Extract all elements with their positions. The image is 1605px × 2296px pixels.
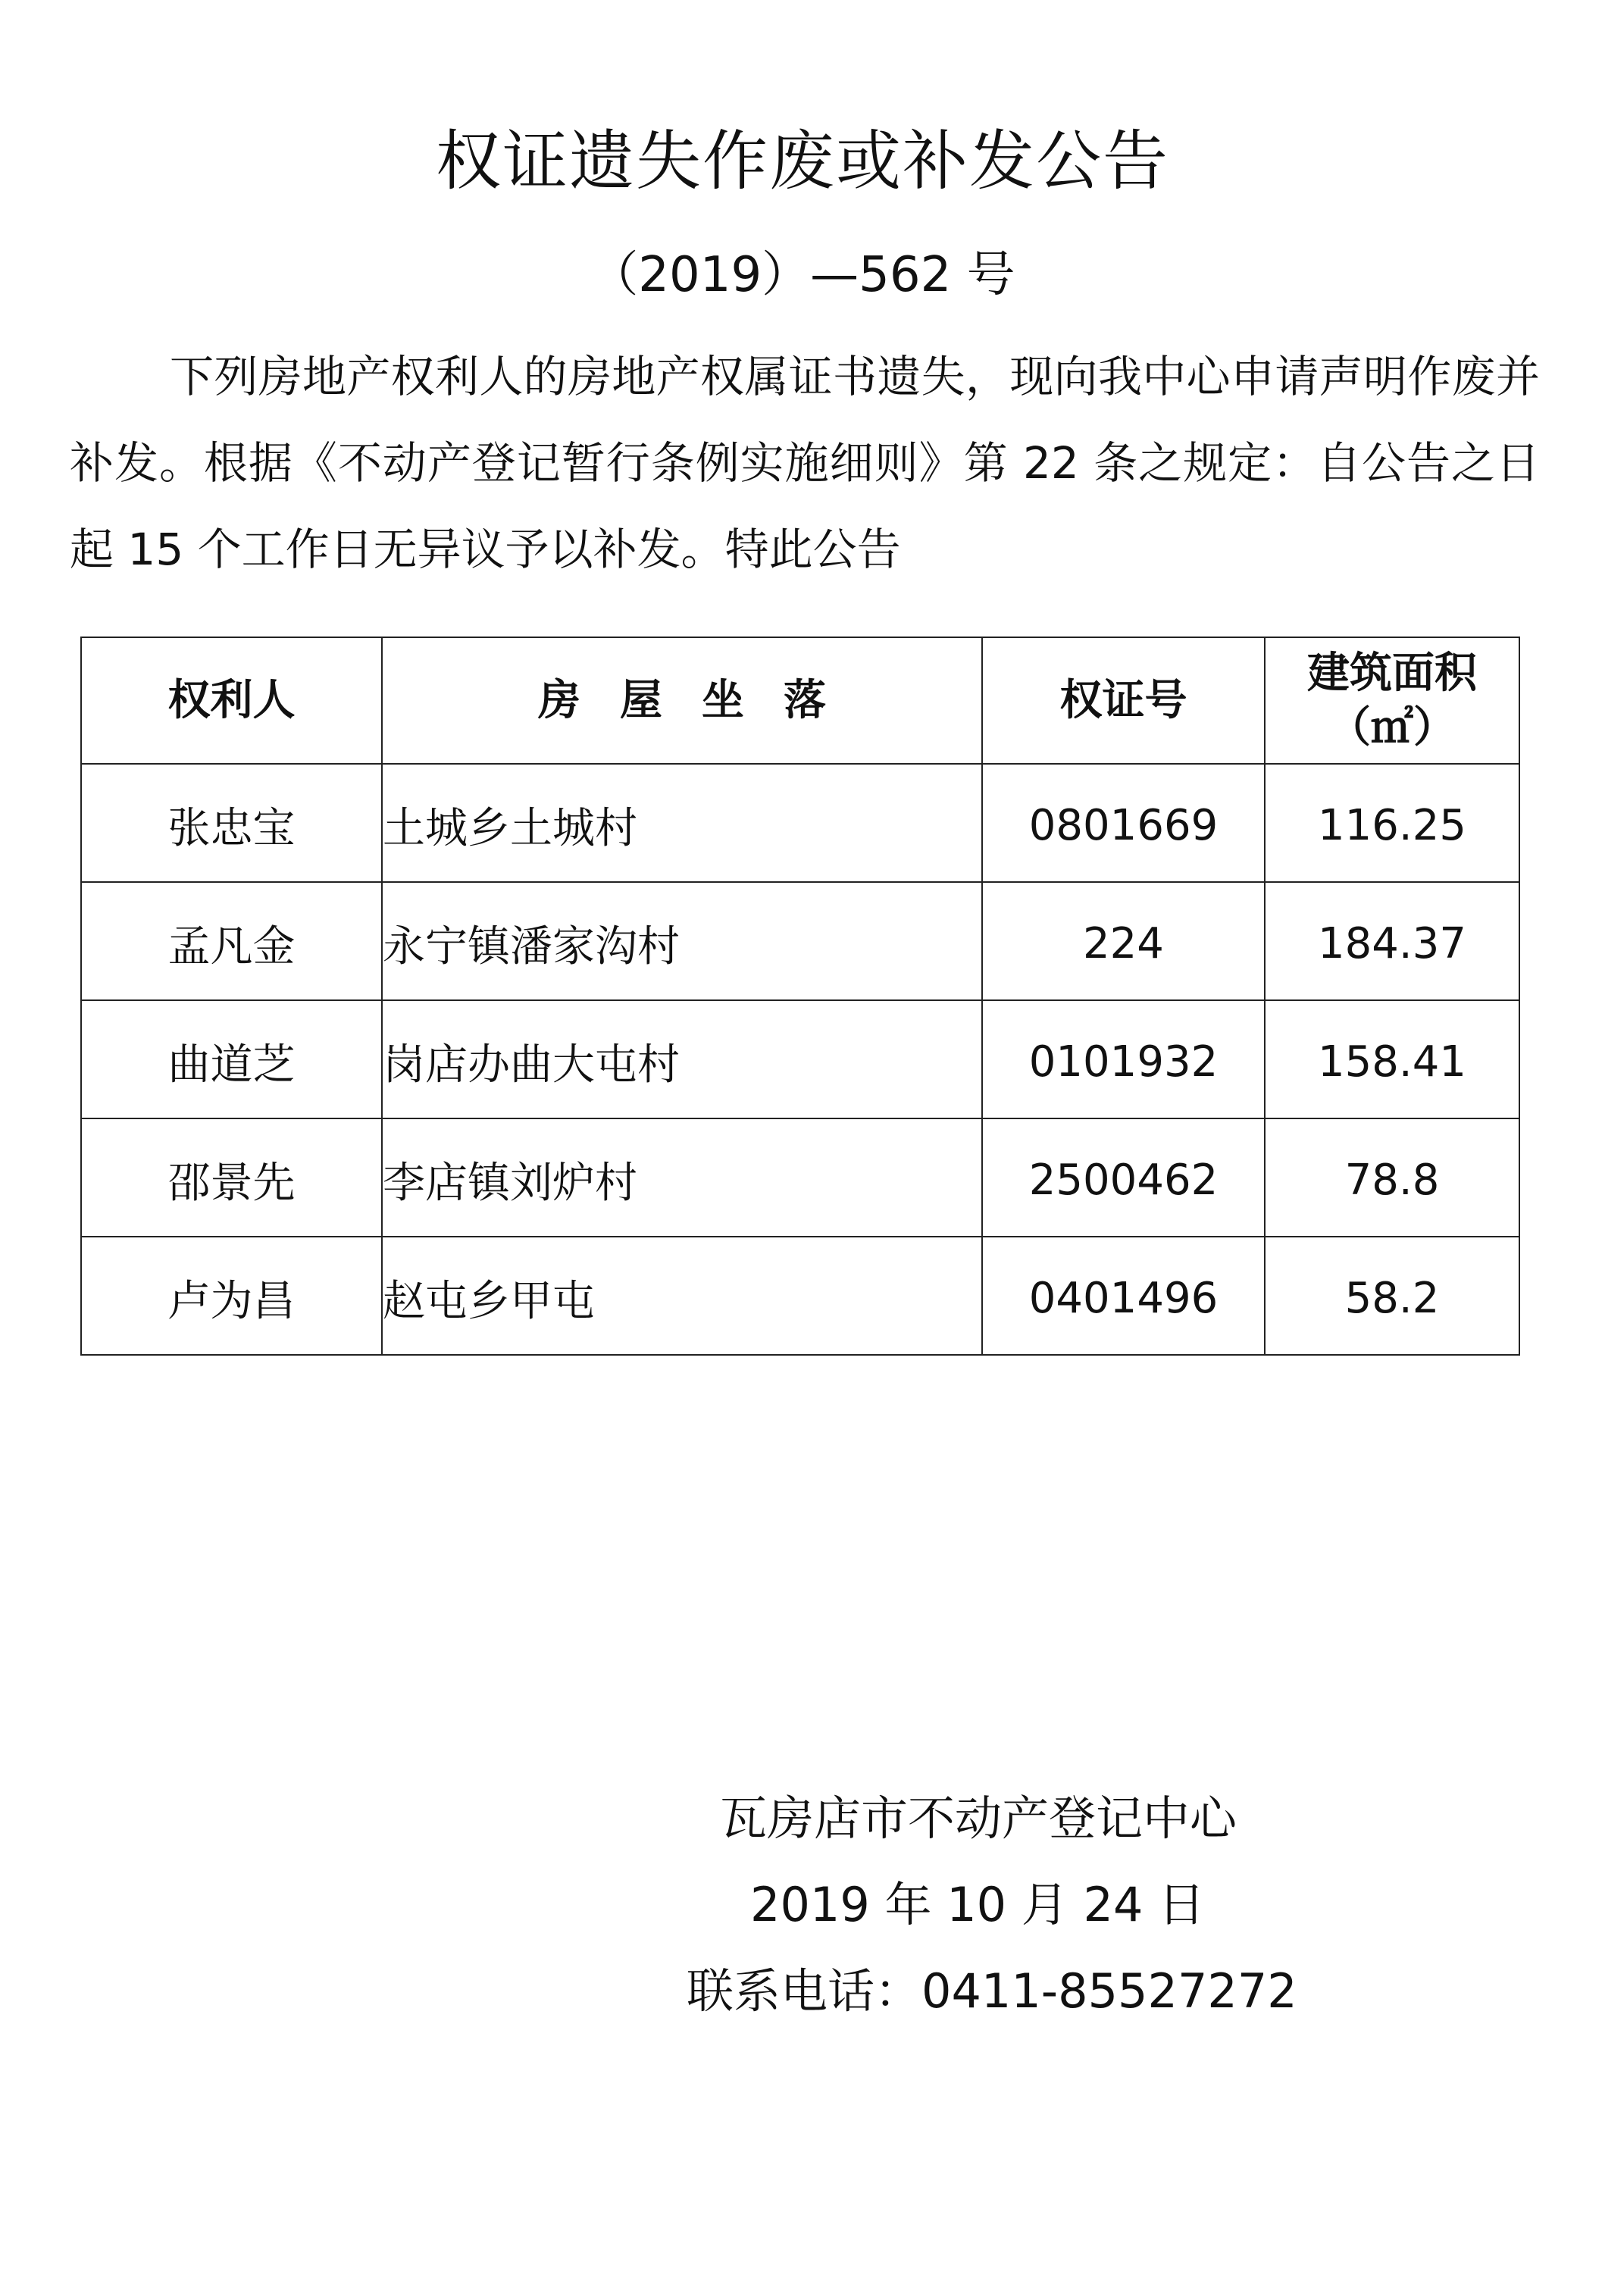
- cell-holder: 邵景先: [81, 1118, 382, 1237]
- notice-body: 下列房地产权利人的房地产权属证书遗失，现向我中心申请声明作废并补发。根据《不动产登记暂行条例实施细则》第 22 条之规定：自公告之日起 15 个工作日无异议予以补发。特此公告: [70, 351, 1540, 575]
- table-row: [81, 764, 1519, 882]
- cell-area: 116.25: [1265, 764, 1519, 882]
- cell-holder: 张忠宝: [81, 764, 382, 882]
- issue-date: 2019 年 10 月 24 日: [750, 1877, 1206, 1932]
- cell-cert-no: 2500462: [982, 1118, 1265, 1237]
- contact-phone: 联系电话：0411-85527272: [687, 1963, 1297, 2019]
- header-area-unit: （㎡）: [1328, 702, 1456, 752]
- issuing-organization: 瓦房店市不动产登记中心: [720, 1791, 1237, 1846]
- cell-area: 78.8: [1265, 1118, 1519, 1237]
- header-location: 房屋坐落: [382, 637, 982, 764]
- table-row: [81, 1237, 1519, 1355]
- cell-holder: 孟凡金: [81, 882, 382, 1000]
- notice-title: 权证遗失作废或补发公告: [436, 124, 1169, 199]
- header-holder: 权利人: [81, 637, 382, 764]
- cell-cert-no: 0101932: [982, 1000, 1265, 1118]
- certificate-table: [80, 637, 1520, 1356]
- cell-location: 赵屯乡甲屯: [382, 1237, 982, 1355]
- header-area: [1265, 637, 1519, 764]
- notice-number: （2019）—562 号: [590, 247, 1015, 303]
- table-row: [81, 1000, 1519, 1118]
- cell-location: 岗店办曲大屯村: [382, 1000, 982, 1118]
- cell-area: 58.2: [1265, 1237, 1519, 1355]
- table-row: [81, 1118, 1519, 1237]
- cell-location: 永宁镇潘家沟村: [382, 882, 982, 1000]
- cell-area: 158.41: [1265, 1000, 1519, 1118]
- header-cert-no: 权证号: [982, 637, 1265, 764]
- cell-cert-no: 0801669: [982, 764, 1265, 882]
- table-header-row: [81, 637, 1519, 764]
- cell-cert-no: 224: [982, 882, 1265, 1000]
- cell-holder: 曲道芝: [81, 1000, 382, 1118]
- cell-area: 184.37: [1265, 882, 1519, 1000]
- cell-holder: 卢为昌: [81, 1237, 382, 1355]
- cell-location: 李店镇刘炉村: [382, 1118, 982, 1237]
- header-area-label: 建筑面积: [1307, 648, 1477, 698]
- cell-cert-no: 0401496: [982, 1237, 1265, 1355]
- table-row: [81, 882, 1519, 1000]
- cell-location: 土城乡土城村: [382, 764, 982, 882]
